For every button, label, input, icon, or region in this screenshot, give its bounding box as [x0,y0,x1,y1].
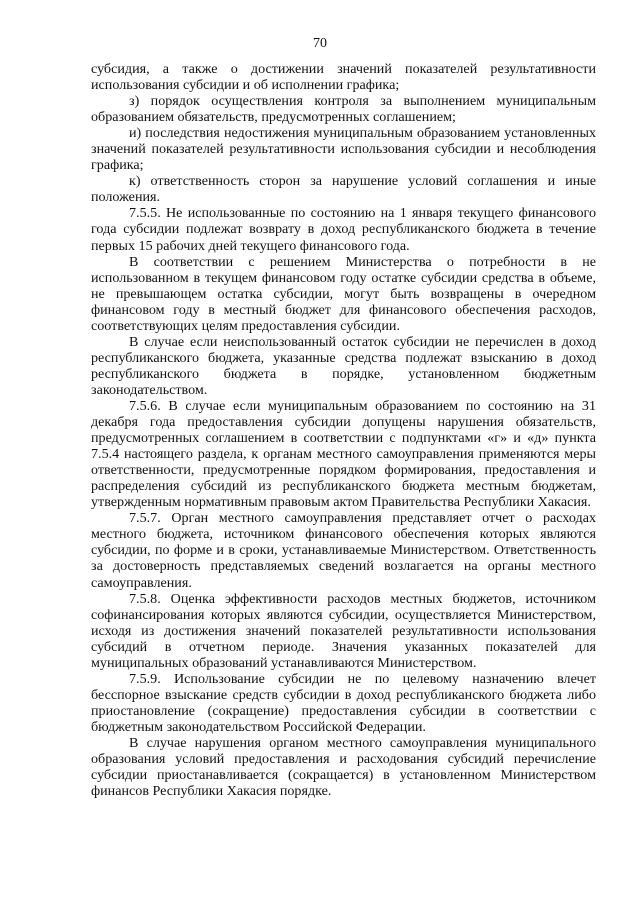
paragraph-7-5-9: 7.5.9. Использование субсидии не по целевому назначению влечет бесспорное взыскание средств субсидии в доход республиканского бюджета либо приостановление (сокращение) предоставления субсидии в соответствии с бюджетным законодательством Российской Федерации. [91,670,596,735]
paragraph-7-5-5: 7.5.5. Не использованные по состоянию на 1 января текущего финансового года субсидии подлежат возврату в доход республиканского бюджета в течение первых 15 рабочих дней текущего финансового года. [91,205,596,254]
paragraph: з) порядок осуществления контроля за выполнением муниципальным образованием обязательств, предусмотренных соглашением; [91,93,596,126]
paragraph: субсидия, а также о достижении значений показателей результативности использования субсидии и об исполнении графика; [91,61,596,94]
paragraph-7-5-7: 7.5.7. Орган местного самоуправления представляет отчет о расходах местного бюджета, источником финансового обеспечения которых являются субсидии, по форме и в сроки, устанавливаемые Министерством. Ответственность за достоверность представляемых сведений возлагается на органы местного самоуправления. [91,510,596,591]
paragraph-7-5-6: 7.5.6. В случае если муниципальным образованием по состоянию на 31 декабря года предоставления субсидии допущены нарушения обязательств, предусмотренных соглашением в соответствии с подпунктами «г» и «д» пункта 7.5.4 настоящего раздела, к органам местного самоуправления применяются меры ответственности, предусмотренные порядком формирования, предоставления и распределения субсидий из республиканского бюджета местным бюджетам, утвержденным нормативным правовым актом Правительства Республики Хакасия. [91,397,596,511]
paragraph: В случае если неиспользованный остаток субсидии не перечислен в доход республиканского бюджета, указанные средства подлежат взысканию в доход республиканского бюджета в порядке, установленном бюджетным законодательством. [91,333,596,398]
paragraph-7-5-8: 7.5.8. Оценка эффективности расходов местных бюджетов, источником софинансирования которых являются субсидии, осуществляется Министерством, исходя из достижения значений показателей результативности использования субсидий в отчетном периоде. Значения указанных показателей для муниципальных образований устанавливаются Министерством. [91,590,596,671]
paragraph: к) ответственность сторон за нарушение условий соглашения и иные положения. [91,173,596,206]
paragraph: и) последствия недостижения муниципальным образованием установленных значений показателей результативности использования субсидии и несоблюдения графика; [91,125,596,174]
page-number: 70 [313,36,327,51]
paragraph: В соответствии с решением Министерства о потребности в не использованном в текущем финансовом году остатке субсидии средства в объеме, не превышающем остатка субсидии, могут быть возвращены в очередном финансовом году в местный бюджет для финансового обеспечения расходов, соответствующих целям предоставления субсидии. [91,253,596,334]
paragraph: В случае нарушения органом местного самоуправления муниципального образования условий предоставления и расходования субсидий перечисление субсидии приостанавливается (сокращается) в установленном Министерством финансов Республики Хакасия порядке. [91,734,596,800]
document-body [91,61,596,799]
